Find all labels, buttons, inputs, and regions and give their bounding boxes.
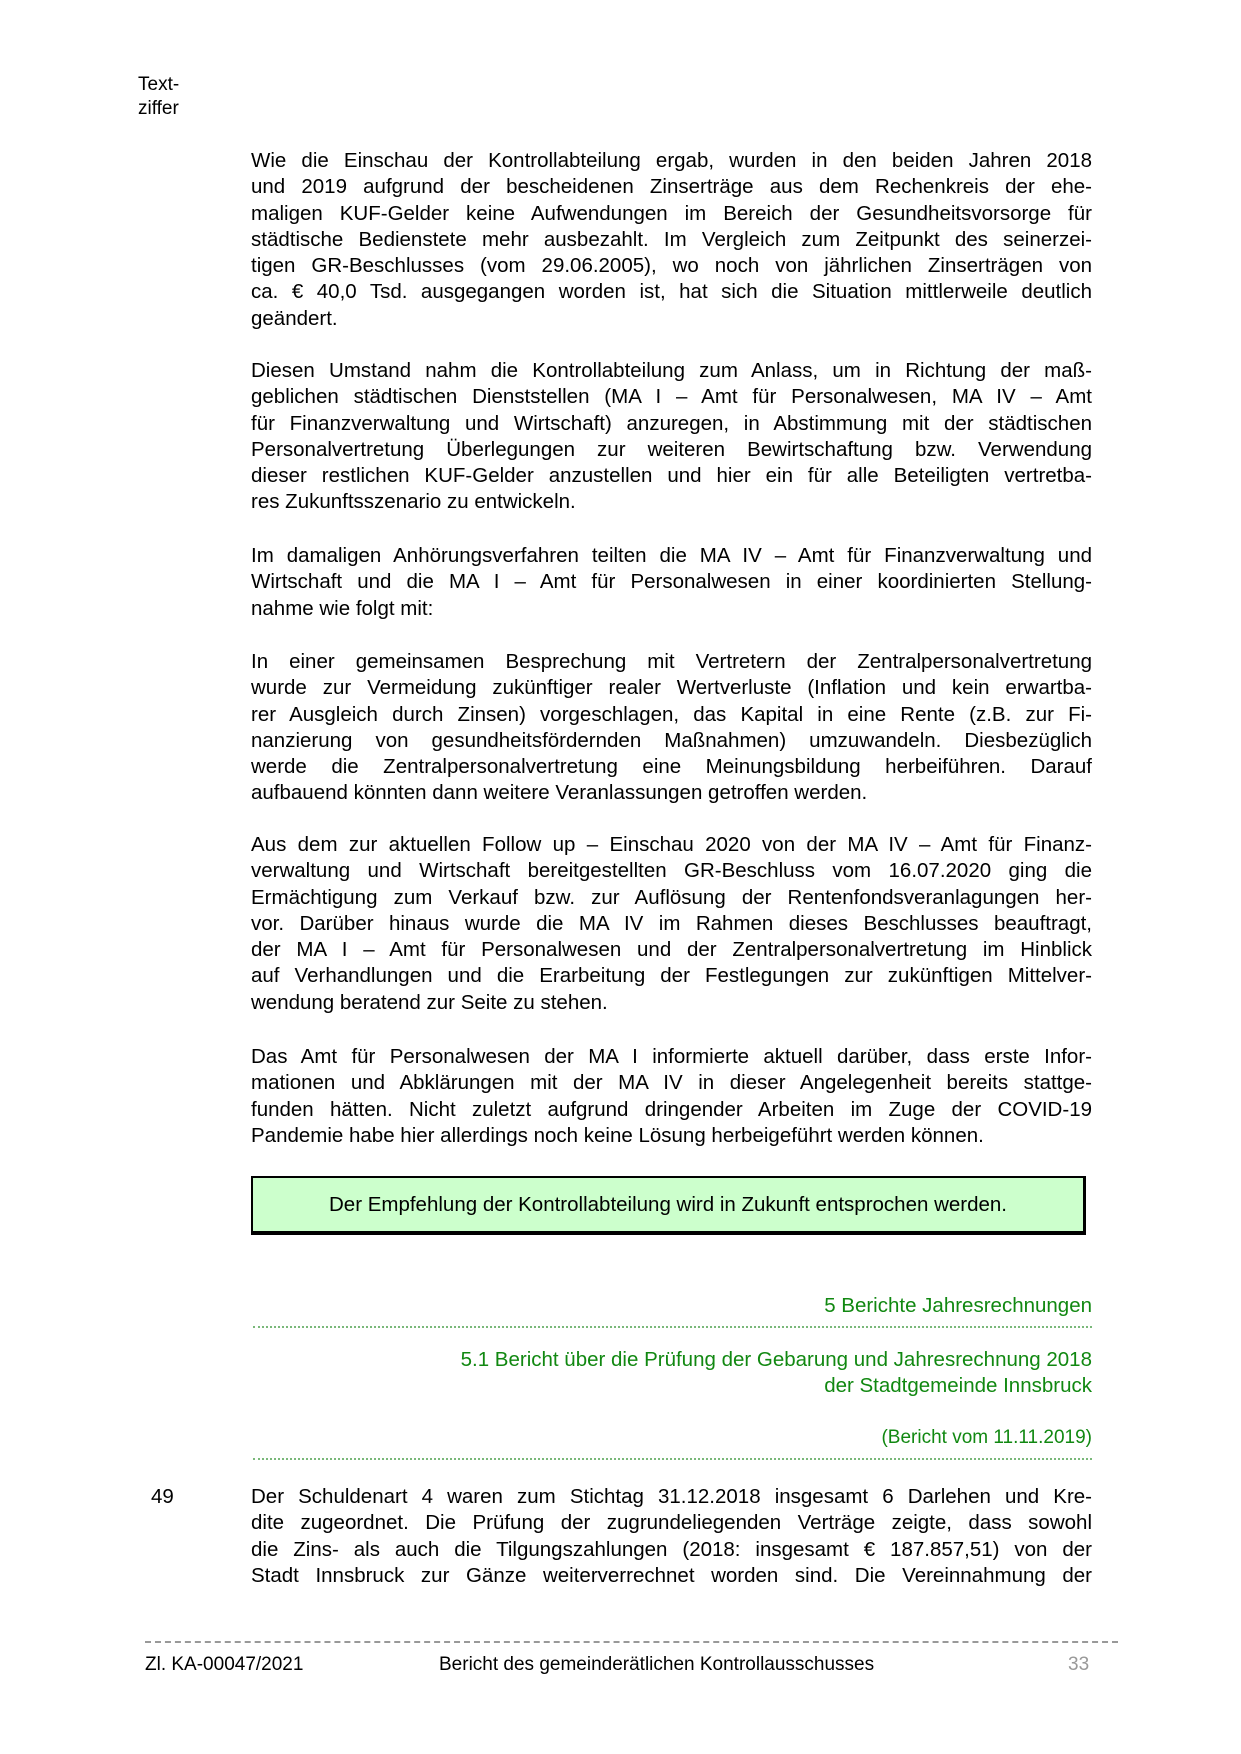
text-line: werde die Zentralpersonalvertretung eine Meinungsbildung herbeiführen. Darauf bbox=[251, 755, 1092, 779]
text-line: wendung beratend zur Seite zu stehen. bbox=[251, 990, 608, 1014]
text-line: In einer gemeinsamen Besprechung mit Vertretern der Zentralpersonalvertretung bbox=[251, 650, 1092, 673]
dotted-divider bbox=[253, 1326, 1092, 1328]
paragraph-49 bbox=[251, 1484, 1092, 1589]
body-paragraph bbox=[251, 649, 1092, 807]
text-line: mationen und Abklärungen mit der MA IV in dieser Angelegenheit bereits stattge- bbox=[251, 1071, 1092, 1095]
text-line: verwaltung und Wirtschaft bereitgestellten GR-Beschluss vom 16.07.2020 ging die bbox=[251, 859, 1092, 883]
text-line: maligen KUF-Gelder keine Aufwendungen im Bereich der Gesundheitsvorsorge für bbox=[251, 201, 1092, 225]
textziffer-number: 49 bbox=[151, 1485, 174, 1508]
heading-line: der Stadtgemeinde Innsbruck bbox=[824, 1374, 1092, 1397]
heading-line: 5.1 Bericht über die Prüfung der Gebarung und Jahresrechnung 2018 bbox=[460, 1348, 1092, 1371]
footer-divider bbox=[145, 1641, 1118, 1643]
body-paragraph bbox=[251, 148, 1092, 332]
text-line: dite zugeordnet. Die Prüfung der zugrundeliegenden Verträge zeigte, dass sowohl bbox=[251, 1511, 1092, 1535]
text-line: geblichen städtischen Dienststellen (MA I – Amt für Personalwesen, MA IV – Amt bbox=[251, 385, 1092, 409]
recommendation-box bbox=[251, 1176, 1086, 1235]
text-line: Diesen Umstand nahm die Kontrollabteilung zum Anlass, um in Richtung der maß- bbox=[251, 359, 1092, 382]
text-line: Das Amt für Personalwesen der MA I informierte aktuell darüber, dass erste Infor- bbox=[251, 1045, 1092, 1068]
text-line: städtische Bedienstete mehr ausbezahlt. Im Vergleich zum Zeitpunkt des seinerzei- bbox=[251, 227, 1092, 251]
text-line: Wie die Einschau der Kontrollabteilung ergab, wurden in den beiden Jahren 2018 bbox=[251, 149, 1092, 172]
text-line: Im damaligen Anhörungsverfahren teilten die MA IV – Amt für Finanzverwaltung und bbox=[251, 544, 1092, 567]
text-line: dieser restlichen KUF-Gelder anzustellen und hier ein für alle Beteiligten vertretba- bbox=[251, 464, 1092, 488]
body-paragraph bbox=[251, 832, 1092, 1016]
text-line: wurde zur Vermeidung zukünftiger realer Wertverluste (Inflation und kein erwartba- bbox=[251, 676, 1092, 700]
report-date: (Bericht vom 11.11.2019) bbox=[881, 1427, 1092, 1448]
text-line: Aus dem zur aktuellen Follow up – Einschau 2020 von der MA IV – Amt für Finanz- bbox=[251, 833, 1092, 856]
text-line: nahme wie folgt mit: bbox=[251, 596, 434, 620]
text-line: aufbauend könnten dann weitere Veranlassungen getroffen werden. bbox=[251, 781, 868, 805]
section-heading-5-1 bbox=[461, 1347, 1092, 1399]
text-line: vor. Darüber hinaus wurde die MA IV im Rahmen dieses Beschlusses beauftragt, bbox=[251, 911, 1092, 935]
text-line: nanzierung von gesundheitsfördernden Maßnahmen) umzuwandeln. Diesbezüglich bbox=[251, 728, 1092, 752]
text-line: Der Schuldenart 4 waren zum Stichtag 31.12.2018 insgesamt 6 Darlehen und Kre- bbox=[251, 1485, 1092, 1508]
section-heading-5: 5 Berichte Jahresrechnungen bbox=[824, 1294, 1092, 1317]
textziffer-label bbox=[138, 73, 179, 121]
text-line: geändert. bbox=[251, 306, 338, 330]
text-line: Ermächtigung zum Verkauf bzw. zur Auflösung der Rentenfondsveranlagungen her- bbox=[251, 885, 1092, 909]
footer-title: Bericht des gemeinderätlichen Kontrollausschusses bbox=[439, 1654, 875, 1675]
label-line: ziffer bbox=[138, 98, 179, 119]
dotted-divider bbox=[253, 1458, 1092, 1460]
text-line: der MA I – Amt für Personalwesen und der Zentralpersonalvertretung im Hinblick bbox=[251, 938, 1092, 962]
recommendation-text: Der Empfehlung der Kontrollabteilung wird in Zukunft entsprochen werden. bbox=[328, 1192, 1008, 1216]
body-paragraph bbox=[251, 543, 1092, 622]
text-line: auf Verhandlungen und die Erarbeitung der Festlegungen zur zukünftigen Mittelver- bbox=[251, 964, 1092, 988]
text-line: ca. € 40,0 Tsd. ausgegangen worden ist, hat sich die Situation mittlerweile deutlich bbox=[251, 280, 1092, 304]
body-paragraph bbox=[251, 358, 1092, 516]
text-line: Wirtschaft und die MA I – Amt für Personalwesen in einer koordinierten Stellung- bbox=[251, 570, 1092, 594]
text-line: Personalvertretung Überlegungen zur weiteren Bewirtschaftung bzw. Verwendung bbox=[251, 437, 1092, 461]
text-line: tigen GR-Beschlusses (vom 29.06.2005), wo noch von jährlichen Zinserträgen von bbox=[251, 254, 1092, 278]
text-line: res Zukunftsszenario zu entwickeln. bbox=[251, 490, 576, 514]
body-paragraph bbox=[251, 1044, 1092, 1149]
label-line: Text- bbox=[138, 74, 180, 95]
text-line: Stadt Innsbruck zur Gänze weiterverrechnet worden sind. Die Vereinnahmung der bbox=[251, 1563, 1092, 1587]
footer-reference: Zl. KA-00047/2021 bbox=[145, 1654, 304, 1675]
page-number: 33 bbox=[1068, 1654, 1090, 1675]
text-line: und 2019 aufgrund der bescheidenen Zinserträge aus dem Rechenkreis der ehe- bbox=[251, 175, 1092, 199]
text-line: Pandemie habe hier allerdings noch keine Lösung herbeigeführt werden können. bbox=[251, 1123, 984, 1147]
text-line: rer Ausgleich durch Zinsen) vorgeschlagen, das Kapital in eine Rente (z.B. zur Fi- bbox=[251, 702, 1092, 726]
text-line: funden hätten. Nicht zuletzt aufgrund dringender Arbeiten im Zuge der COVID-19 bbox=[251, 1097, 1092, 1121]
text-line: die Zins- als auch die Tilgungszahlungen (2018: insgesamt € 187.857,51) von der bbox=[251, 1537, 1092, 1561]
text-line: für Finanzverwaltung und Wirtschaft) anzuregen, in Abstimmung mit der städtischen bbox=[251, 411, 1092, 435]
